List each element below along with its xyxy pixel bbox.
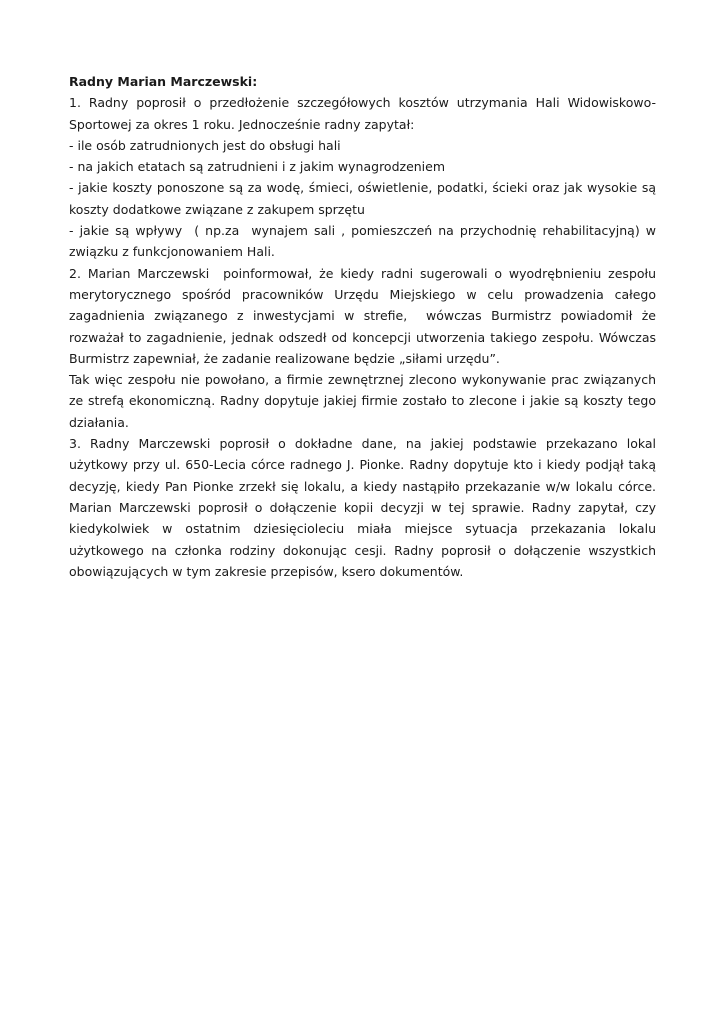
bullet-item: - na jakich etatach są zatrudnieni i z jakim wynagrodzeniem (69, 159, 446, 175)
document-heading: Radny Marian Marczewski: (69, 74, 258, 89)
bullet-item: - ile osób zatrudnionych jest do obsługi hali (69, 137, 341, 153)
bullet-item: - jakie są wpływy ( np.za wynajem sali , pomieszczeń na przychodnię rehabilitacyjną) w związku z funkcjonowaniem Hali. (69, 223, 660, 260)
paragraph-4: 3. Radny Marczewski poprosił o dokładne dane, na jakiej podstawie przekazano lokal użytkowy przy ul. 650-Lecia córce radnego J. Pionke. Radny dopytuje kto i kiedy podjął taką decyzję, kiedy Pan Pionke zrzekł się lokalu, a kiedy nastąpiło przekazanie w/w lokalu córce. Marian Marczewski poprosił o dołączenie kopii decyzji w tej sprawie. Radny zapytał, czy kiedykolwiek w ostatnim dziesięcioleciu miała miejsce sytuacja przekazania lokalu użytkowego na członka rodziny dokonując cesji. Radny poprosił o dołączenie wszystkich obowiązujących w tym zakresie przepisów, ksero dokumentów. (69, 436, 660, 579)
document-body (69, 71, 660, 582)
bullet-item: - jakie koszty ponoszone są za wodę, śmieci, oświetlenie, podatki, ścieki oraz jak wysokie są koszty dodatkowe związane z zakupem sprzętu (69, 180, 660, 217)
paragraph-2: 2. Marian Marczewski poinformował, że kiedy radni sugerowali o wyodrębnieniu zespołu merytorycznego spośród pracowników Urzędu Miejskiego w celu prowadzenia całego zagadnienia związanego z inwestycjami w strefie, wówczas Burmistrz powiadomił że rozważał to zagadnienie, jednak odszedł od koncepcji utworzenia takiego zespołu. Wówczas Burmistrz zapewniał, że zadanie realizowane będzie „siłami urzędu”. (69, 265, 660, 366)
paragraph-1: 1. Radny poprosił o przedłożenie szczegółowych kosztów utrzymania Hali Widowiskowo-Sportowej za okres 1 roku. Jednocześnie radny zapytał: (69, 95, 656, 132)
paragraph-3: Tak więc zespołu nie powołano, a firmie zewnętrznej zlecono wykonywanie prac związanych ze strefą ekonomiczną. Radny dopytuje jakiej firmie zostało to zlecone i jakie są koszty tego działania. (69, 372, 660, 430)
